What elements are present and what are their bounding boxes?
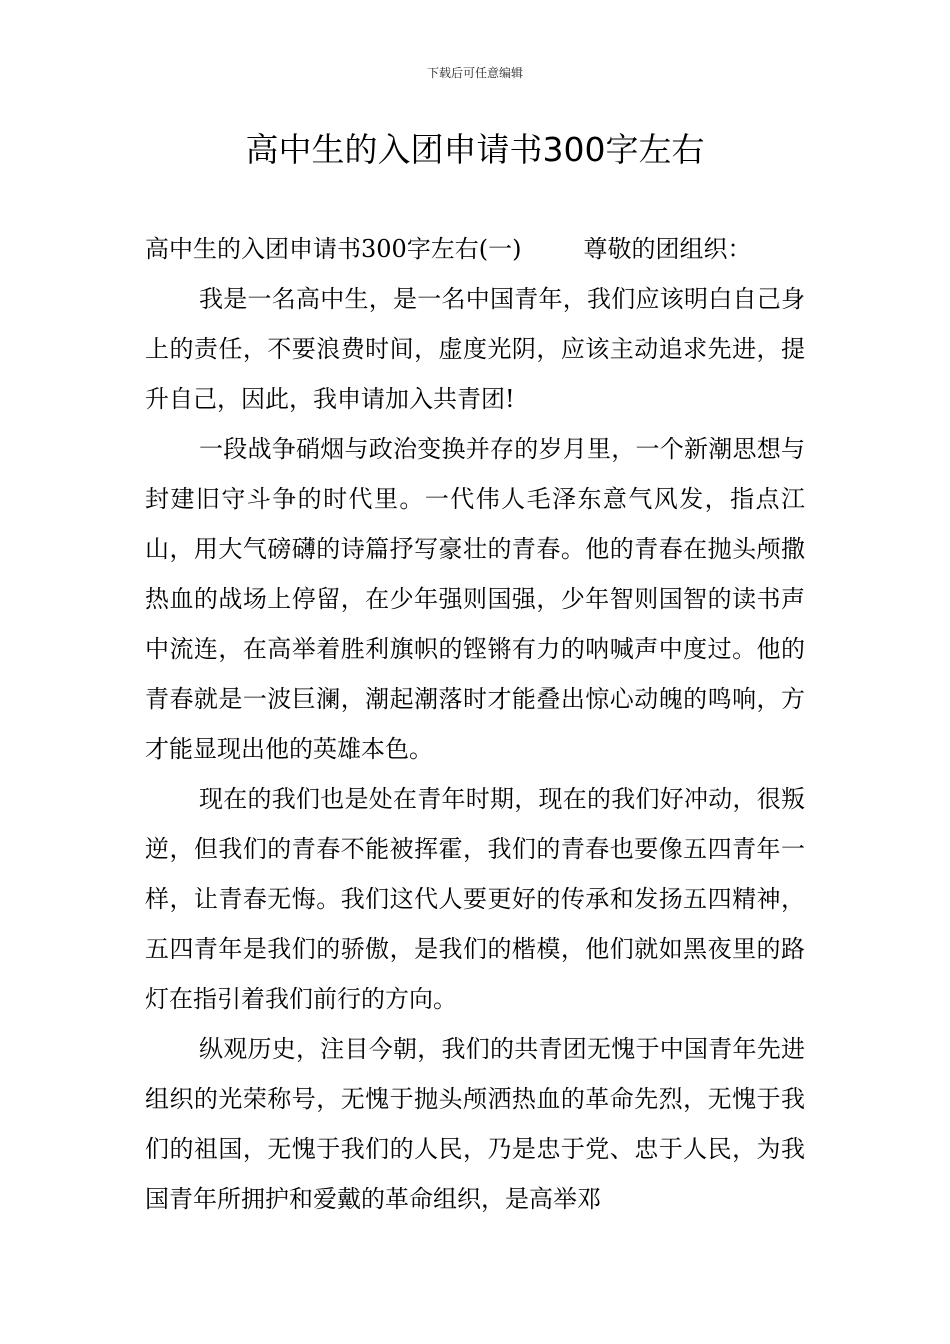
document-subtitle: 高中生的入团申请书300字左右(一) bbox=[145, 235, 522, 263]
document-title: 高中生的入团申请书300字左右 bbox=[245, 130, 705, 169]
paragraph-1: 我是一名高中生，是一名中国青年，我们应该明白自己身上的责任，不要浪费时间，虚度光阴，应该主动追求先进，提升自己，因此，我申请加入共青团! bbox=[145, 285, 805, 413]
paragraph-2: 一段战争硝烟与政治变换并存的岁月里，一个新潮思想与封建旧守斗争的时代里。一代伟人毛泽东意气风发，指点江山，用大气磅礴的诗篇抒写豪壮的青春。他的青春在抛头颅撒热血的战场上停留，在少年强则国强，少年智则国智的读书声中流连，在高举着胜利旗帜的铿锵有力的呐喊声中度过。他的青春就是一波巨澜，潮起潮落时才能叠出惊心动魄的鸣响，方才能显现出他的英雄本色。 bbox=[145, 435, 805, 763]
paragraph-3: 现在的我们也是处在青年时期，现在的我们好冲动，很叛逆，但我们的青春不能被挥霍，我们的青春也要像五四青年一样，让青春无悔。我们这代人要更好的传承和发扬五四精神，五四青年是我们的骄傲，是我们的楷模，他们就如黑夜里的路灯在指引着我们前行的方向。 bbox=[145, 785, 805, 1013]
document-body bbox=[145, 224, 805, 1224]
paragraph-4: 纵观历史，注目今朝，我们的共青团无愧于中国青年先进组织的光荣称号，无愧于抛头颅洒热血的革命先烈，无愧于我们的祖国，无愧于我们的人民，乃是忠于党、忠于人民，为我国青年所拥护和爱戴的革命组织，是高举邓 bbox=[145, 1035, 805, 1213]
lead-line bbox=[145, 224, 805, 274]
header-note: 下载后可任意编辑 bbox=[426, 66, 523, 80]
salutation: 尊敬的团组织： bbox=[583, 235, 752, 263]
